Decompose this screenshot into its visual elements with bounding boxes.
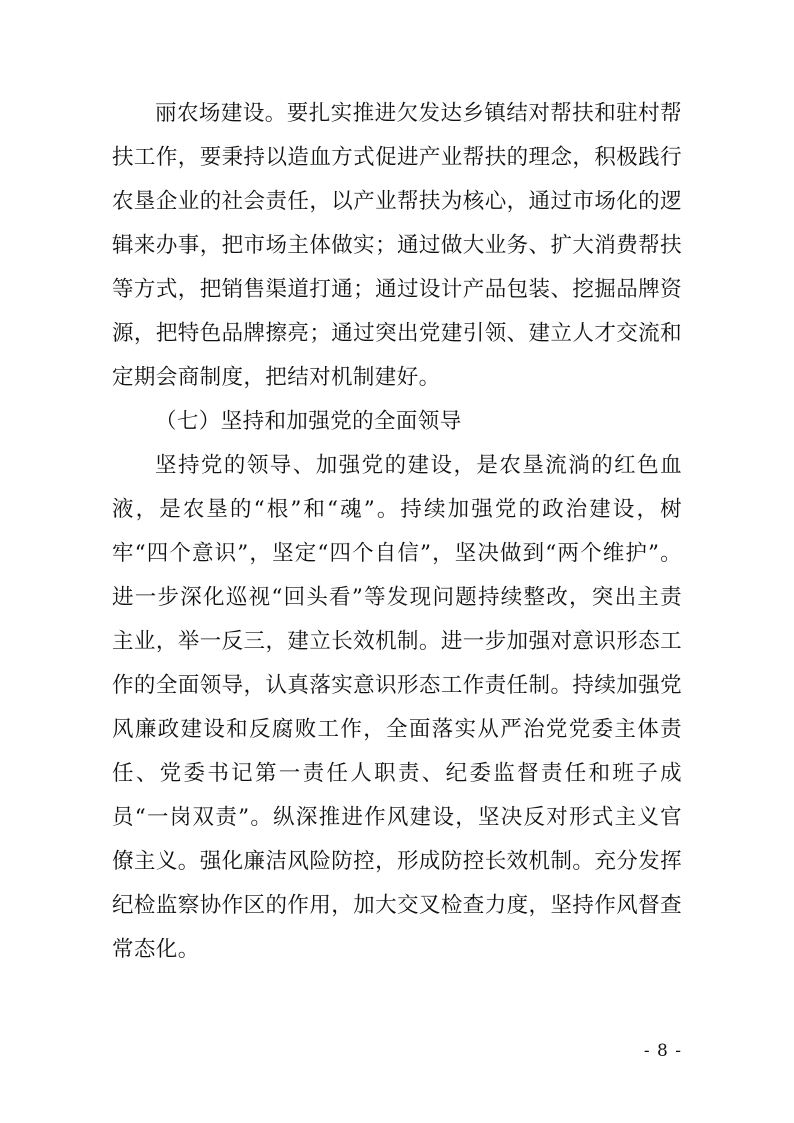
section-heading: （七）坚持和加强党的全面领导 bbox=[155, 409, 462, 434]
document-body bbox=[112, 92, 682, 972]
paragraph: 坚持党的领导、加强党的建设，是农垦流淌的红色血液，是农垦的“根”和“魂”。持续加强党的政治建设，树牢“四个意识”，坚定“四个自信”，坚决做到“两个维护”。进一步深化巡视“回头看”等发现问题持续整改，突出主责主业，举一反三，建立长效机制。进一步加强对意识形态工作的全面领导，认真落实意识形态工作责任制。持续加强党风廉政建设和反腐败工作，全面落实从严治党党委主体责任、党委书记第一责任人职责、纪委监督责任和班子成员“一岗双责”。纵深推进作风建设，坚决反对形式主义官僚主义。强化廉洁风险防控，形成防控长效机制。充分发挥纪检监察协作区的作用，加大交叉检查力度，坚持作风督查常态化。 bbox=[112, 453, 682, 962]
page-number: - 8 - bbox=[643, 1041, 682, 1061]
paragraph: 丽农场建设。要扎实推进欠发达乡镇结对帮扶和驻村帮扶工作，要秉持以造血方式促进产业帮扶的理念，积极践行农垦企业的社会责任，以产业帮扶为核心，通过市场化的逻辑来办事，把市场主体做实；通过做大业务、扩大消费帮扶等方式，把销售渠道打通；通过设计产品包装、挖掘品牌资源，把特色品牌擦亮；通过突出党建引领、建立人才交流和定期会商制度，把结对机制建好。 bbox=[112, 101, 682, 390]
